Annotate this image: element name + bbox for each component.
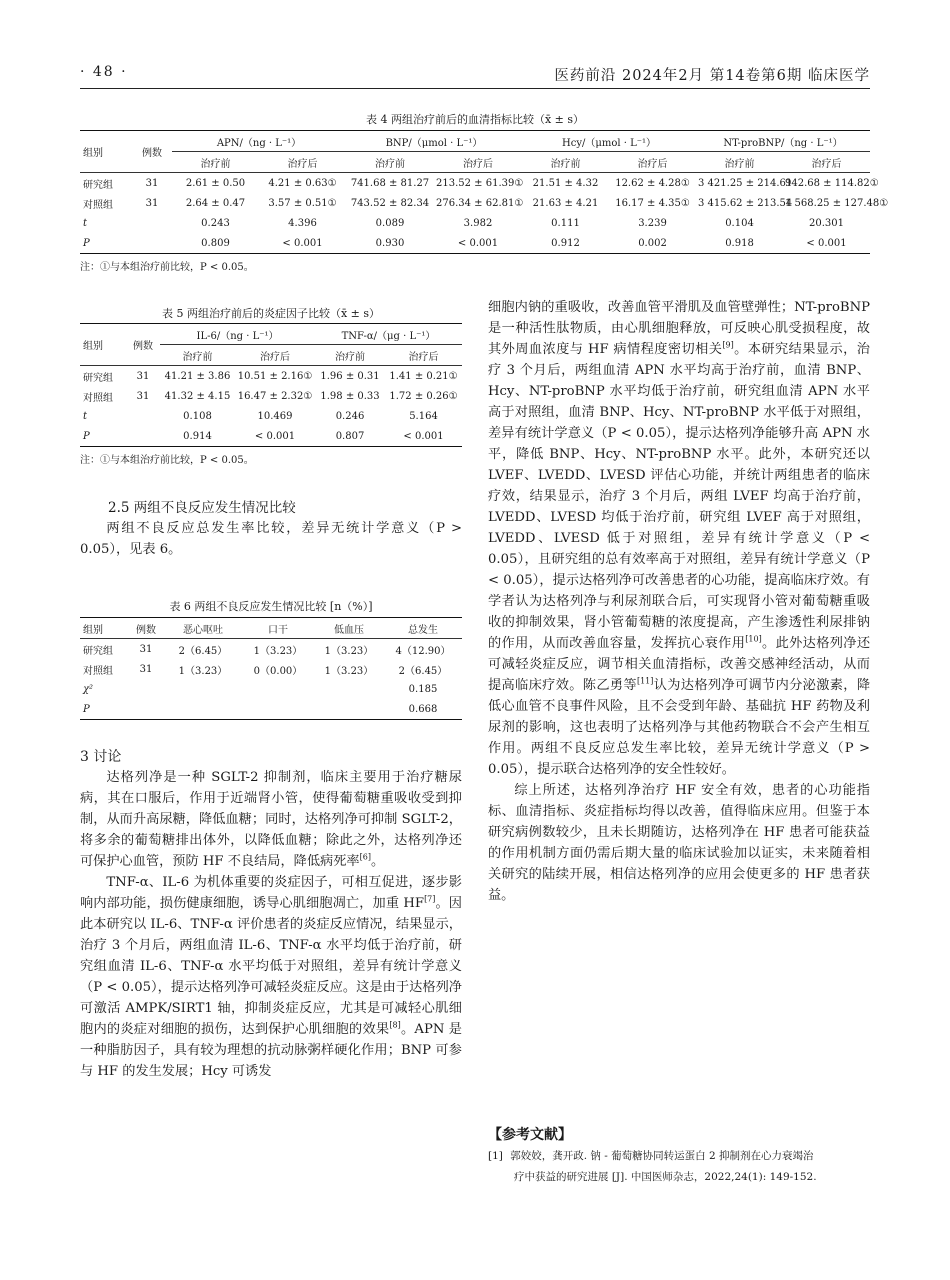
table-cell: 研究组 xyxy=(80,366,126,387)
table-row xyxy=(80,386,462,406)
reference-item xyxy=(488,1146,870,1188)
t5-h-before: 治疗前 xyxy=(182,351,213,363)
table-cell: < 0.001 xyxy=(434,233,522,254)
table-cell: 31 xyxy=(128,639,164,660)
table-cell: 3.57 ± 0.51① xyxy=(268,197,337,209)
table-cell: 0.807 xyxy=(315,426,385,447)
t5-h-after: 治疗后 xyxy=(408,351,439,363)
table-cell: 1.72 ± 0.26① xyxy=(389,390,458,402)
t4-h-ntprobnp: NT-proBNP/（ng · L⁻¹） xyxy=(696,131,870,152)
table-cell: 0.912 xyxy=(522,233,609,254)
table-cell: 1（3.23） xyxy=(314,639,384,660)
table5-note: 注：①与本组治疗前比较，P < 0.05。 xyxy=(80,455,254,466)
section-2-5-title: 2.5 两组不良反应发生情况比较 xyxy=(108,500,296,516)
table-row xyxy=(80,406,462,426)
table-cell: 31 xyxy=(126,366,160,387)
table-cell xyxy=(164,699,242,720)
table-cell: 0（0.00） xyxy=(253,665,303,677)
table-cell: < 0.001 xyxy=(259,233,346,254)
t5-h-count: 例数 xyxy=(126,324,160,366)
table-cell: 1（3.23） xyxy=(242,639,314,660)
reference-text: 疗中获益的研究进展 [J]. 中国医师杂志，2022,24(1): 149-152. xyxy=(514,1171,817,1183)
table-cell: 0.914 xyxy=(160,426,235,447)
text-span: 。因此本研究以 IL-6、TNF-α 评价患者的炎症反应情况，结果显示，治疗 3 个月后，两组血清 IL-6、TNF-α 水平均低于治疗前，研究组血清 IL-6、TNF-α 水平均低于对照组，差异有统计学意义（P < 0.05），提示达格列净可减轻炎症反应。这是由于达格列净可激活 AMPK/SIRT1 轴，抑制炎症反应，尤其是可减轻心肌细胞内的炎症对细胞的损伤，达到保护心肌细胞的效果 xyxy=(80,896,462,1037)
table-cell: 对照组 xyxy=(83,199,113,211)
table-cell: 2（6.45） xyxy=(398,665,448,677)
journal-title: 医药前沿 2024年2月 第14卷第6期 临床医学 xyxy=(554,68,870,84)
paragraph xyxy=(80,872,462,1082)
citation: [11] xyxy=(636,676,654,686)
table-cell: 10.51 ± 2.16① xyxy=(235,366,315,387)
section-2-5-body xyxy=(80,518,462,560)
reference-number: [1] xyxy=(488,1150,503,1162)
table-cell: 31 xyxy=(136,390,150,402)
t6-header: 口干 xyxy=(242,618,314,639)
paragraph: 两组不良反应总发生率比较，差异无统计学意义（P > 0.05），见表 6。 xyxy=(80,521,462,557)
reference-text: 郭姣姣，龚开政. 钠 - 葡萄糖协同转运蛋白 2 抑制剂在心力衰竭治 xyxy=(510,1150,814,1162)
table-cell: 3.982 xyxy=(463,217,493,229)
table-cell: 4.396 xyxy=(288,217,317,229)
t4-h-group: 组别 xyxy=(80,131,132,173)
t4-h-hcy: Hcy/（μmol · L⁻¹） xyxy=(522,131,696,152)
t4-h-apn: APN/（ng · L⁻¹） xyxy=(172,131,346,152)
table-cell: 0.185 xyxy=(408,683,438,695)
reference-line xyxy=(488,1146,870,1167)
table-cell: χ² xyxy=(83,683,94,695)
section-3-left-body xyxy=(80,767,462,1082)
table-cell: 1.41 ± 0.21① xyxy=(385,366,462,387)
table-cell: 16.47 ± 2.32① xyxy=(237,390,313,402)
table-cell: 1.96 ± 0.31 xyxy=(315,366,385,387)
table-cell: 0.918 xyxy=(696,233,783,254)
references-title: 【参考文献】 xyxy=(488,1127,572,1143)
table-cell: 研究组 xyxy=(80,173,132,194)
table4 xyxy=(80,130,889,254)
citation: [8] xyxy=(389,1020,401,1030)
table-cell: 21.51 ± 4.32 xyxy=(522,173,609,194)
table-cell: 942.68 ± 114.82① xyxy=(783,173,870,194)
t4-h-bnp: BNP/（μmol · L⁻¹） xyxy=(346,131,522,152)
table-cell: 1（3.23） xyxy=(324,665,374,677)
table-cell xyxy=(314,699,384,720)
table6-caption: 表 6 两组不良反应发生情况比较 [n（%）] xyxy=(169,600,373,613)
citation: [10] xyxy=(745,634,762,644)
table-cell: < 0.001 xyxy=(783,233,870,254)
table-cell: 31 xyxy=(145,197,159,209)
text-span: 细胞内钠的重吸收，改善血管平滑肌及血管壁弹性；NT-proBNP 是一种活性肽物质，由心肌细胞释放，可反映心肌受损程度，故其外周血浓度与 HF 病情程度密切相关 xyxy=(488,300,870,357)
table-row xyxy=(80,659,462,679)
text-span: 认为达格列净可调节内分泌激素，降低心血管不良事件风险，且不会受到年龄、基础抗 HF 药物及利尿剂的影响，这也表明了达格列净与其他药物联合不会产生相互作用。两组不良反应总发生率比较，差异无统计学意义（P > 0.05），提示联合达格列净的安全性较好。 xyxy=(488,678,871,777)
table-cell: 16.17 ± 4.35① xyxy=(615,197,690,209)
table-cell xyxy=(128,699,164,720)
table-cell: 研究组 xyxy=(80,639,128,660)
t4-h-before: 治疗前 xyxy=(550,158,581,170)
table-cell: 0.809 xyxy=(172,233,259,254)
t4-h-after: 治疗后 xyxy=(637,158,668,170)
table-cell: 41.32 ± 4.15 xyxy=(164,390,231,402)
table-row xyxy=(80,366,462,387)
table-cell: 对照组 xyxy=(83,392,113,404)
table-cell: 41.21 ± 3.86 xyxy=(160,366,235,387)
table-row xyxy=(80,699,462,720)
table-cell: 5.164 xyxy=(409,410,438,422)
t4-h-count: 例数 xyxy=(132,131,172,173)
table-cell xyxy=(132,213,172,233)
table-cell: P xyxy=(80,699,128,720)
t5-h-il6: IL-6/（ng · L⁻¹） xyxy=(160,324,315,345)
table-cell: 741.68 ± 81.27 xyxy=(346,173,434,194)
text-span: 。 xyxy=(370,854,385,869)
table-cell: 3.239 xyxy=(638,217,667,229)
table-cell: t xyxy=(83,217,88,229)
t5-h-tnf: TNF-α/（μg · L⁻¹） xyxy=(315,324,462,345)
table-cell: 31 xyxy=(139,663,153,675)
table-cell xyxy=(128,679,164,699)
citation: [6] xyxy=(359,852,371,862)
table-row xyxy=(80,426,462,447)
table-row xyxy=(80,213,870,233)
table-cell: 0.104 xyxy=(725,217,754,229)
t6-header: 低血压 xyxy=(314,618,384,639)
table-cell: P xyxy=(80,233,132,254)
paragraph: 综上所述，达格列净治疗 HF 安全有效，患者的心功能指标、血清指标、炎症指标均得以改善，值得临床应用。但鉴于本研究病例数较少，且未长期随访，达格列净在 HF 患者可能获益的作用机制方面仍需后期大量的临床试验加以证实，未来随着相关研究的陆续开展，相信达格列净的应用会使更多的 HF 患者获益。 xyxy=(488,783,870,903)
t6-header: 组别 xyxy=(80,618,128,639)
table-cell xyxy=(242,679,314,699)
t4-h-after: 治疗后 xyxy=(287,158,318,170)
table-cell: 0.668 xyxy=(384,699,462,720)
table-cell xyxy=(126,406,160,426)
table-cell: 0.246 xyxy=(335,410,365,422)
table-cell: 213.52 ± 61.39① xyxy=(434,173,522,194)
text-span: 。本研究结果显示，治疗 3 个月后，两组血清 APN 水平均高于治疗前，血清 BNP、Hcy、NT-proBNP 水平均低于治疗前，研究组血清 APN 水平高于对照组，血清 BNP、Hcy、NT-proBNP 水平低于对照组，差异有统计学意义（P < 0.05），提示达格列净能够升高 APN 水平，降低 BNP、Hcy、NT-proBNP 水平。此外，本研究还以 LVEF、LVEDD、LVESD 评估心功能，并统计两组患者的临床疗效，结果显示，治疗 3 个月后，两组 LVEF 均高于治疗前，LVEDD、LVESD 均低于治疗前，研究组 LVEF 高于对照组，LVEDD、LVESD 低于对照组，差异有统计学意义（P < 0.05），且研究组的总有效率高于对照组，差异有统计学意义（P < 0.05），提示达格列净可改善患者的心功能，提高临床疗效。有学者认为达格列净与利尿剂联合后，可实现肾小管对葡萄糖重吸收的抑制效果，肾小管葡萄糖的浓度提高，产生渗透性利尿排钠的作用，从而改善血容量，发挥抗心衰作用 xyxy=(488,342,870,651)
page-number: · 48 · xyxy=(80,64,128,80)
table5-caption: 表 5 两组治疗前后的炎症因子比较（x̄ ± s） xyxy=(161,307,381,320)
table-cell: 276.34 ± 62.81① xyxy=(436,197,524,209)
table-row xyxy=(80,233,870,254)
table-cell: 1.98 ± 0.33 xyxy=(320,390,380,402)
table-cell: 0.111 xyxy=(551,217,580,229)
citation: [7] xyxy=(424,894,436,904)
table4-caption: 表 4 两组治疗前后的血清指标比较（x̄ ± s） xyxy=(365,113,585,126)
table-cell: 743.52 ± 82.34 xyxy=(350,197,430,209)
table-cell xyxy=(164,679,242,699)
text-span: 达格列净是一种 SGLT-2 抑制剂，临床主要用于治疗糖尿病，其在口服后，作用于近端肾小管，使得葡萄糖重吸收受到抑制，从而升高尿糖，降低血糖；同时，达格列净可抑制 SGLT-2，将多余的葡萄糖排出体外，以降低血糖；除此之外，达格列净还可保护心血管，预防 HF 不良结局，降低病死率 xyxy=(80,770,462,869)
table-cell: 2.61 ± 0.50 xyxy=(172,173,259,194)
running-header xyxy=(80,62,870,89)
t4-h-before: 治疗前 xyxy=(724,158,755,170)
text-span: 。APN 是一种脂肪因子，具有较为理想的抗动脉粥样硬化作用；BNP 可参与 HF 的发生发展；Hcy 可诱发 xyxy=(80,1022,462,1079)
table6 xyxy=(80,617,462,720)
table-cell: 3 421.25 ± 214.61 xyxy=(696,173,783,194)
table5 xyxy=(80,323,462,447)
table-row xyxy=(80,173,870,194)
table-row xyxy=(80,679,462,699)
table-row xyxy=(80,193,870,213)
table-cell: < 0.001 xyxy=(235,426,315,447)
table-cell: 1 568.25 ± 127.48① xyxy=(785,197,889,209)
section-3-title: 3 讨论 xyxy=(80,749,122,765)
table-cell xyxy=(132,233,172,254)
t6-header: 总发生 xyxy=(384,618,462,639)
table-row xyxy=(80,639,462,660)
table-cell: 4（12.90） xyxy=(384,639,462,660)
t5-h-group: 组别 xyxy=(80,324,126,366)
table-cell: 0.243 xyxy=(201,217,230,229)
table-cell xyxy=(314,679,384,699)
table-cell: P xyxy=(80,426,126,447)
table-cell: 3 415.62 ± 213.54 xyxy=(698,197,793,209)
table-cell: 20.301 xyxy=(809,217,845,229)
table-cell: < 0.001 xyxy=(385,426,462,447)
table-cell: 21.63 ± 4.21 xyxy=(532,197,599,209)
t5-h-before: 治疗前 xyxy=(335,351,366,363)
table-cell: 2.64 ± 0.47 xyxy=(185,197,246,209)
t5-h-after: 治疗后 xyxy=(260,351,290,363)
t6-header: 例数 xyxy=(128,618,164,639)
table-cell: 0.108 xyxy=(183,410,212,422)
table4-note: 注：①与本组治疗前比较，P < 0.05。 xyxy=(80,262,254,273)
text-span: TNF-α、IL-6 为机体重要的炎症因子，可相互促进，逐步影响内部功能，损伤健康细胞，诱导心肌细胞凋亡，加重 HF xyxy=(80,875,462,911)
table-cell: 31 xyxy=(132,173,172,194)
table-cell: 0.930 xyxy=(346,233,434,254)
table-cell: 对照组 xyxy=(83,665,113,677)
table-cell: 2（6.45） xyxy=(164,639,242,660)
t4-h-after: 治疗后 xyxy=(811,158,842,170)
table-cell xyxy=(242,699,314,720)
t6-header: 恶心呕吐 xyxy=(164,618,242,639)
table-cell: 0.089 xyxy=(375,217,405,229)
text-span: 。此外达格列净还可减轻炎症反应，调节相关血清指标，改善交感神经活动，从而提高临床疗效。陈乙勇等 xyxy=(488,636,871,693)
table-cell: 10.469 xyxy=(257,410,293,422)
table-cell xyxy=(126,426,160,447)
table-cell: 1（3.23） xyxy=(178,665,228,677)
section-3-right-body xyxy=(488,297,870,906)
citation: [9] xyxy=(722,340,734,350)
t4-h-after: 治疗后 xyxy=(463,158,493,170)
t4-h-before: 治疗前 xyxy=(375,158,405,170)
paragraph xyxy=(488,297,870,780)
table-cell: 12.62 ± 4.28① xyxy=(609,173,696,194)
t4-h-before: 治疗前 xyxy=(200,158,231,170)
table-cell: t xyxy=(83,410,88,422)
paragraph xyxy=(80,767,462,872)
table-cell: 4.21 ± 0.63① xyxy=(259,173,346,194)
table-cell: 0.002 xyxy=(609,233,696,254)
